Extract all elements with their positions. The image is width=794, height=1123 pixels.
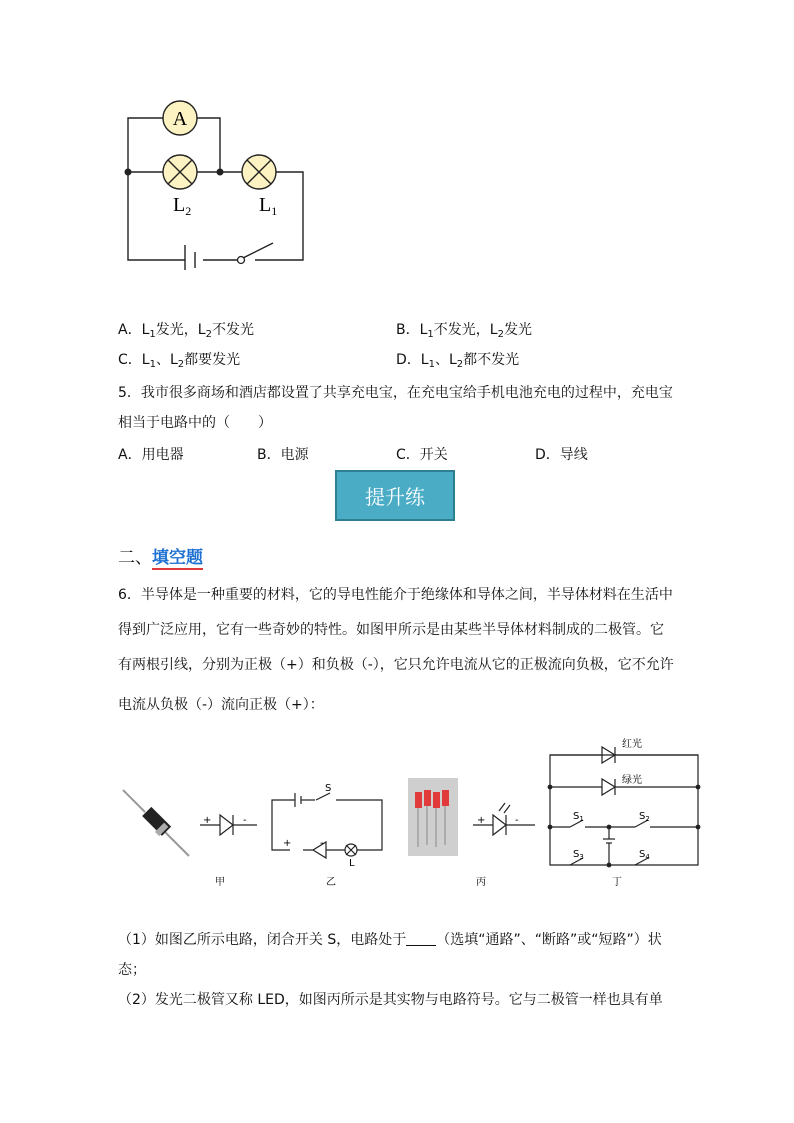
q5-option-a[interactable]: A．用电器: [118, 447, 184, 463]
svg-text:丙: 丙: [476, 877, 486, 888]
svg-text:-: -: [515, 815, 519, 826]
answer-blank[interactable]: [406, 931, 436, 946]
svg-text:乙: 乙: [326, 877, 336, 888]
q6-sub2-line1: （2）发光二极管又称 LED，如图丙所示是其实物与电路符号。它与二极管一样也具有单: [118, 992, 663, 1008]
q6-sub1-line2: 态；: [118, 962, 146, 978]
svg-text:甲: 甲: [215, 877, 225, 888]
option-a[interactable]: A．$L_1$发光，$L_2$不发光: [118, 322, 254, 340]
diode-photo: [123, 790, 189, 856]
lamp-l1-symbol: [242, 155, 276, 189]
led-switch-circuit: [550, 747, 698, 865]
svg-text:S1: $S_1$: [573, 811, 584, 823]
q6-line2: 得到广泛应用，它有一些奇妙的特性。如图甲所示是由某些半导体材料制成的二极管。它: [118, 622, 664, 638]
option-b[interactable]: B．$L_1$不发光，$L_2$发光: [396, 322, 532, 340]
lamp-l2-symbol: [163, 155, 197, 189]
svg-text:S4: $S_4$: [639, 849, 650, 861]
svg-text:S2: $S_2$: [639, 811, 650, 823]
svg-text:L2: $L_2$: [173, 194, 192, 218]
svg-text:红光: 红光: [622, 739, 642, 750]
section-title: 填空题: [152, 548, 203, 568]
q5-line2: 相当于电路中的（ ）: [118, 415, 272, 431]
svg-text:+: +: [477, 815, 486, 826]
svg-text:L1: $L_1$: [259, 194, 278, 218]
q6-line4: 电流从负极（-）流向正极（+）：: [118, 697, 324, 713]
svg-text:+: +: [283, 838, 292, 849]
q5-option-d[interactable]: D．导线: [535, 447, 588, 463]
svg-text:丁: 丁: [612, 877, 622, 888]
q6-line1: 6．半导体是一种重要的材料，它的导电性能介于绝缘体和导体之间，半导体材料在生活中: [118, 587, 673, 603]
svg-text:S3: $S_3$: [573, 849, 584, 861]
q5-option-b[interactable]: B．电源: [257, 447, 309, 463]
q5-line1: 5．我市很多商场和酒店都设置了共享充电宝，在充电宝给手机电池充电的过程中，充电宝: [118, 385, 673, 401]
q5-option-c[interactable]: C．开关: [396, 447, 448, 463]
option-d[interactable]: D．$L_1$、$L_2$都不发光: [396, 352, 520, 370]
svg-text:L: L: [349, 858, 355, 869]
svg-text:S: S: [325, 783, 332, 794]
svg-text:绿光: 绿光: [622, 775, 642, 786]
diode-figures: [115, 735, 705, 890]
series-lamp-circuit-diagram: [115, 95, 315, 270]
upgrade-practice-button[interactable]: 提升练: [335, 470, 455, 521]
section-heading: 二、填空题: [118, 548, 203, 568]
svg-text:-: -: [320, 838, 324, 849]
q6-line3: 有两根引线，分别为正极（+）和负极（-），它只允许电流从它的正极流向负极，它不允许: [118, 657, 674, 673]
q6-sub1-line1: （1）如图乙所示电路，闭合开关 S，电路处于 （选填“通路”、“断路”或“短路”）状: [118, 932, 662, 948]
svg-text:+: +: [203, 815, 212, 826]
option-c[interactable]: C．$L_1$、$L_2$都要发光: [118, 352, 241, 370]
svg-text:A: A: [172, 108, 188, 130]
svg-text:-: -: [243, 815, 247, 826]
ammeter-symbol: [163, 101, 197, 135]
led-photo: [408, 778, 458, 856]
